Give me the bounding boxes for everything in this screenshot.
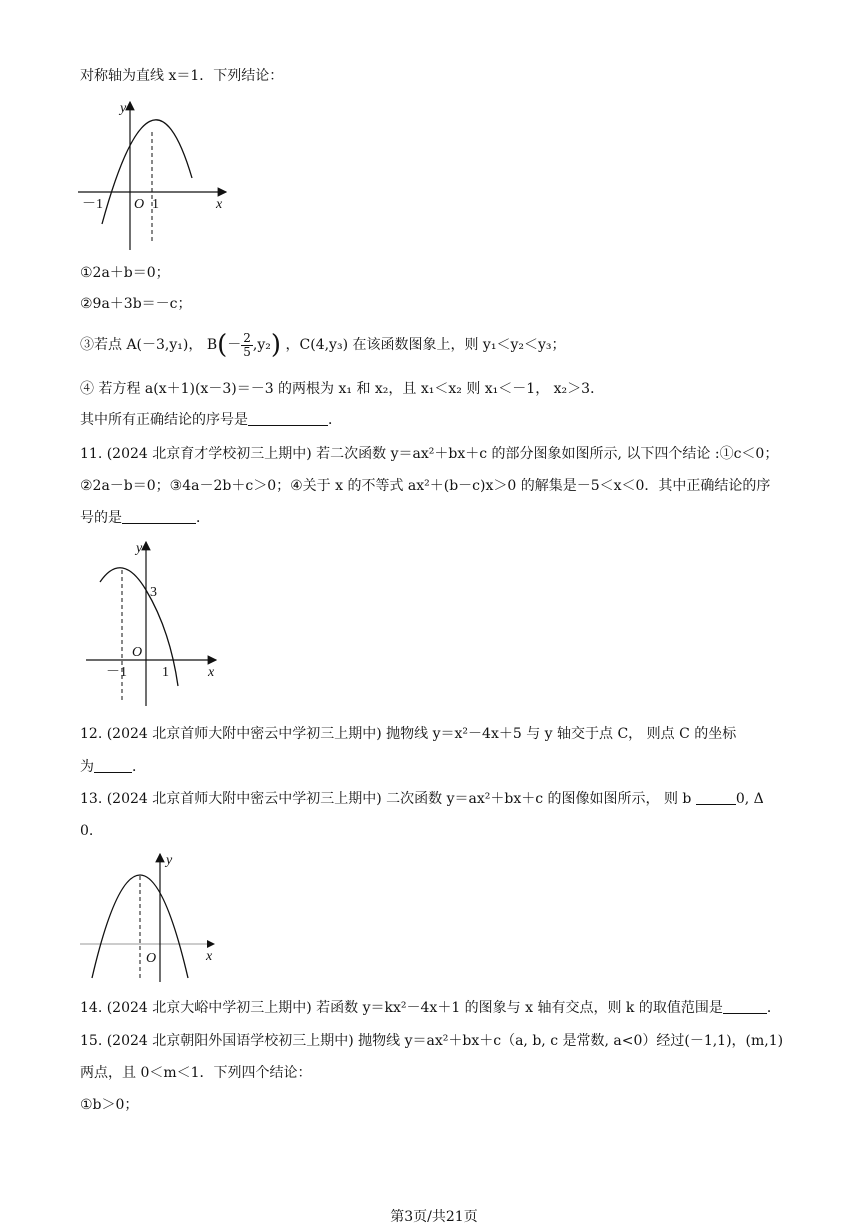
c3-prefix: ③若点 A(－3,y₁)，	[80, 337, 203, 353]
parabola-figure-1	[78, 98, 238, 256]
parabola-figure-3	[78, 848, 228, 988]
q15-line-3: ①b＞0；	[80, 1097, 139, 1113]
page-number: 第3页/共21页	[390, 1209, 478, 1225]
q11-line-3: 号的是 ．	[80, 510, 210, 526]
x-label: x	[206, 949, 213, 964]
q11-line-1: 11. (2024 北京育才学校初三上期中) 若二次函数 y＝ax²＋bx＋c 的部分图象如图所示, 以下四个结论 :①c＜0；	[80, 446, 779, 462]
three-label: 3	[150, 585, 157, 600]
q12-line-1: 12. (2024 北京首师大附中密云中学初三上期中) 抛物线 y＝x²－4x＋5 与 y 轴交于点 C， 则点 C 的坐标	[80, 726, 737, 742]
conclusion-4: ④ 若方程 a(x＋1)(x－3)＝－3 的两根为 x₁ 和 x₂，且 x₁＜x₂ 则 x₁＜－1， x₂＞3．	[80, 381, 605, 397]
q13-line-1: 13. (2024 北京首师大附中密云中学初三上期中) 二次函数 y＝ax²＋bx＋c 的图像如图所示， 则 b 0, Δ	[80, 791, 764, 807]
q15-line-1: 15. (2024 北京朝阳外国语学校初三上期中) 抛物线 y＝ax²＋bx＋c（a, b, c 是常数, a<0）经过(－1,1)，(m,1)	[80, 1033, 784, 1049]
x-label: x	[208, 665, 215, 680]
conclusion-2: ②9a＋3b＝－c；	[80, 296, 192, 312]
one-label: 1	[152, 197, 159, 212]
c3-suffix: ，C(4,y₃) 在该函数图象上，则 y₁＜y₂＜y₃；	[285, 337, 566, 353]
question-end: 其中所有正确结论的序号是 ．	[80, 412, 342, 428]
c3-b: B	[206, 337, 218, 353]
conclusion-3: ③若点 A(－3,y₁)， B(－ $\frac{2}{5}$ ,y₂) ，C(4,y₃) 在该函数图象上，则 y₁＜y₂＜y₃；	[80, 330, 566, 360]
parabola-figure-2	[84, 538, 224, 708]
y-label: y	[120, 101, 127, 116]
parabola-curve	[102, 120, 192, 224]
conclusion-1: ①2a＋b＝0；	[80, 265, 170, 281]
q14-line: 14. (2024 北京大峪中学初三上期中) 若函数 y＝kx²－4x＋1 的图象与 x 轴有交点，则 k 的取值范围是 ．	[80, 1000, 781, 1016]
q13-line-2: 0.	[80, 823, 94, 839]
x-label: x	[216, 197, 223, 212]
y-label: y	[166, 853, 173, 868]
c3-fraction: $\frac{2}{5}$	[243, 330, 251, 359]
y-label: y	[136, 541, 143, 556]
neg-one-label: －1	[106, 665, 127, 680]
q11-line-2: ②2a－b＝0；③4a－2b＋c＞0；④关于 x 的不等式 ax²＋(b－c)x＞0 的解集是－5＜x＜0．其中正确结论的序	[80, 478, 771, 494]
origin-label: O	[132, 645, 143, 660]
neg-one-label: －1	[82, 197, 103, 212]
q15-line-2: 两点，且 0＜m＜1．下列四个结论：	[80, 1065, 312, 1081]
origin-label: O	[146, 951, 157, 966]
q12-line-2: 为 ．	[80, 759, 146, 775]
one-label: 1	[162, 665, 169, 680]
text-line: 对称轴为直线 x＝1．下列结论：	[80, 68, 284, 84]
origin-label: O	[134, 197, 145, 212]
